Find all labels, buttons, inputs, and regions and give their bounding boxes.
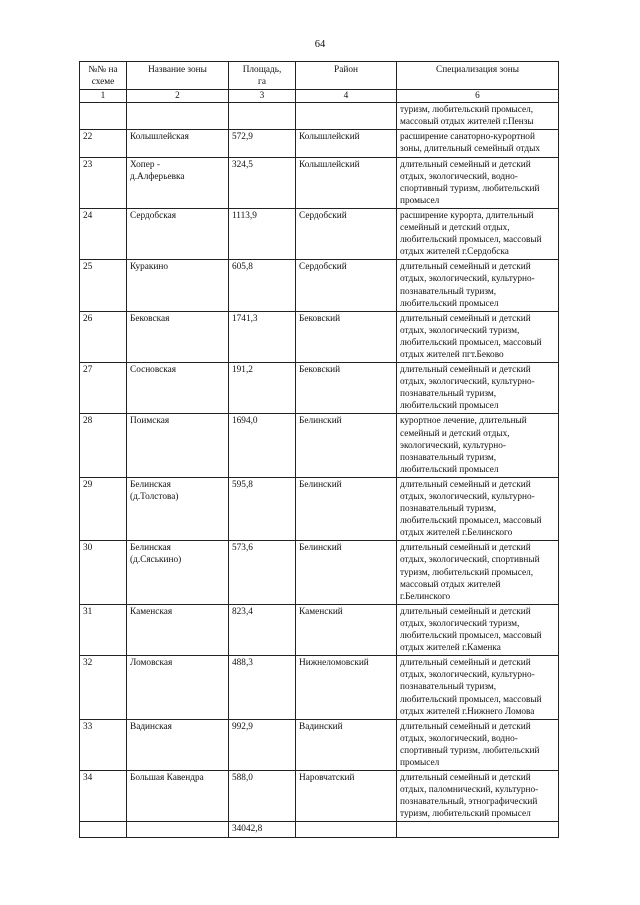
table-row xyxy=(80,604,559,655)
cell-zone-name xyxy=(127,363,229,414)
cell-area: 1694,0 xyxy=(229,414,296,477)
cell-scheme-number: 31 xyxy=(80,604,127,655)
cell-scheme-number: 22 xyxy=(80,130,127,157)
cell-district: Каменский xyxy=(296,604,397,655)
cell-line: массовый отдых жителей г.Пензы xyxy=(400,117,534,128)
cell-area: 1113,9 xyxy=(229,208,296,259)
cell-specialization xyxy=(397,477,559,540)
cell-zone-name xyxy=(127,719,229,770)
cell-scheme-number: 29 xyxy=(80,477,127,540)
cell-line: Бековская xyxy=(130,313,170,324)
total-row xyxy=(80,822,559,837)
cell-district: Сердобский xyxy=(296,208,397,259)
cell-line: отдых, экологический туризм, xyxy=(400,618,520,629)
header-text: га xyxy=(258,77,266,88)
cell-line: любительский промысел, массовый xyxy=(400,337,542,348)
header-zone-name xyxy=(127,62,229,90)
cell-line: г.Белинского xyxy=(400,591,451,602)
cell-line: длительный семейный и детский xyxy=(400,773,531,784)
cell-line: отдых, экологический, культурно- xyxy=(400,377,535,388)
cell-specialization xyxy=(397,541,559,604)
cell-area: 588,0 xyxy=(229,771,296,822)
cell-zone-name xyxy=(127,103,229,130)
cell-line: отдых жителей пгт.Беково xyxy=(400,349,504,360)
cell-line: туризм, любительский промысел, xyxy=(400,105,534,116)
cell-line: познавательный туризм, xyxy=(400,389,497,400)
table-row xyxy=(80,719,559,770)
cell-line: любительский промысел, массовый xyxy=(400,694,542,705)
table-row xyxy=(80,130,559,157)
cell-area: 1741,3 xyxy=(229,311,296,362)
cell-line: познавательный туризм, xyxy=(400,286,497,297)
cell-line: длительный семейный и детский xyxy=(400,606,531,617)
cell-zone-name xyxy=(127,541,229,604)
table-row xyxy=(80,771,559,822)
table-header xyxy=(80,62,559,103)
cell-district: Колышлейский xyxy=(296,157,397,208)
table-row xyxy=(80,363,559,414)
cell-line: длительный семейный и детский xyxy=(400,365,531,376)
cell-line: экологический, культурно- xyxy=(400,440,507,451)
column-number-zone-name: 2 xyxy=(127,90,229,103)
cell-line: Куракино xyxy=(130,262,169,273)
cell-scheme-number: 34 xyxy=(80,771,127,822)
cell-line: Колышлейская xyxy=(130,132,189,143)
empty-cell xyxy=(80,822,127,837)
cell-line: отдых, экологический, водно- xyxy=(400,733,518,744)
table-body xyxy=(80,103,559,837)
cell-specialization xyxy=(397,363,559,414)
cell-district: Белинский xyxy=(296,477,397,540)
cell-zone-name xyxy=(127,260,229,311)
cell-district: Сердобский xyxy=(296,260,397,311)
cell-scheme-number: 25 xyxy=(80,260,127,311)
cell-line: длительный семейный и детский xyxy=(400,543,531,554)
cell-line: любительский промысел, массовый xyxy=(400,631,542,642)
empty-cell xyxy=(127,822,229,837)
cell-specialization xyxy=(397,719,559,770)
cell-line: отдых, экологический, водно- xyxy=(400,171,518,182)
cell-line: отдых, экологический, культурно- xyxy=(400,274,535,285)
cell-district: Наровчатский xyxy=(296,771,397,822)
header-text: Специализация зоны xyxy=(436,65,519,75)
cell-area: 488,3 xyxy=(229,656,296,719)
cell-specialization xyxy=(397,604,559,655)
cell-district: Вадинский xyxy=(296,719,397,770)
header-text: схеме xyxy=(91,77,115,88)
cell-specialization xyxy=(397,130,559,157)
cell-district: Белинский xyxy=(296,414,397,477)
cell-line: любительский промысел xyxy=(400,401,499,412)
cell-zone-name xyxy=(127,604,229,655)
cell-line: промысел xyxy=(400,195,440,206)
cell-line: познавательный, этнографический xyxy=(400,797,538,808)
header-text: Площадь, xyxy=(242,65,282,75)
cell-line: длительный семейный и детский xyxy=(400,262,531,273)
cell-line: спортивный туризм, любительский xyxy=(400,183,540,194)
cell-line: Вадинская xyxy=(130,721,172,732)
cell-line: отдых жителей г.Нижнего Ломова xyxy=(400,706,535,717)
cell-line: длительный семейный и детский xyxy=(400,721,531,732)
header-row xyxy=(80,62,559,90)
cell-line: длительный семейный и детский xyxy=(400,159,531,170)
cell-line: (д.Толстова) xyxy=(130,492,179,502)
recreation-zones-table xyxy=(79,61,559,838)
cell-line: Большая Кавендра xyxy=(130,773,204,784)
cell-line: любительский промысел, массовый xyxy=(400,516,542,527)
cell-line: массовый отдых жителей xyxy=(400,579,501,590)
cell-line: познавательный туризм, xyxy=(400,452,497,463)
cell-district: Бековский xyxy=(296,311,397,362)
cell-zone-name xyxy=(127,414,229,477)
table-row xyxy=(80,414,559,477)
cell-district: Колышлейский xyxy=(296,130,397,157)
header-text: №№ на xyxy=(88,65,118,75)
cell-line: Ломовская xyxy=(130,658,173,669)
cell-area xyxy=(229,103,296,130)
cell-line: любительский промысел, массовый xyxy=(400,235,542,246)
cell-specialization xyxy=(397,103,559,130)
header-scheme-number xyxy=(80,62,127,90)
cell-line: длительный семейный и детский xyxy=(400,658,531,669)
cell-scheme-number: 24 xyxy=(80,208,127,259)
cell-district: Белинский xyxy=(296,541,397,604)
cell-line: д.Алферьевка xyxy=(130,171,185,182)
cell-district: Бековский xyxy=(296,363,397,414)
cell-line: туризм, любительский промысел, xyxy=(400,567,534,578)
cell-area: 992,9 xyxy=(229,719,296,770)
cell-line: познавательный туризм, xyxy=(400,504,497,515)
cell-line: спортивный туризм, любительский xyxy=(400,745,540,756)
cell-line: туризм, любительский промысел xyxy=(400,809,531,820)
cell-specialization xyxy=(397,771,559,822)
column-number-specialization: 6 xyxy=(397,90,559,103)
cell-line: длительный семейный и детский xyxy=(400,313,531,324)
table-row xyxy=(80,656,559,719)
header-specialization xyxy=(397,62,559,90)
cell-specialization xyxy=(397,260,559,311)
cell-line: отдых, экологический, спортивный xyxy=(400,555,540,566)
cell-line: Сердобская xyxy=(130,210,176,221)
cell-district xyxy=(296,103,397,130)
cell-line: Каменская xyxy=(130,606,173,617)
page-number: 64 xyxy=(314,39,326,50)
cell-line: Белинская xyxy=(130,543,171,554)
empty-cell xyxy=(397,822,559,837)
header-district xyxy=(296,62,397,90)
cell-area: 191,2 xyxy=(229,363,296,414)
cell-area: 572,9 xyxy=(229,130,296,157)
cell-line: длительный семейный и детский xyxy=(400,479,531,490)
cell-line: любительский промысел xyxy=(400,464,499,475)
header-area xyxy=(229,62,296,90)
cell-line: расширение санаторно-курортной xyxy=(400,132,535,143)
cell-zone-name xyxy=(127,311,229,362)
cell-area: 823,4 xyxy=(229,604,296,655)
table-row xyxy=(80,103,559,130)
cell-zone-name xyxy=(127,656,229,719)
table-row xyxy=(80,260,559,311)
cell-scheme-number: 26 xyxy=(80,311,127,362)
cell-line: зоны, длительный семейный отдых xyxy=(400,144,541,155)
cell-scheme-number xyxy=(80,103,127,130)
cell-line: отдых, экологический, культурно- xyxy=(400,492,535,502)
cell-line: познавательный туризм, xyxy=(400,682,497,693)
empty-cell xyxy=(296,822,397,837)
cell-line: Белинская xyxy=(130,479,171,490)
total-area: 34042,8 xyxy=(229,822,296,837)
cell-line: Сосновская xyxy=(130,365,177,376)
cell-line: любительский промысел xyxy=(400,298,499,309)
cell-line: отдых жителей г.Каменка xyxy=(400,643,501,654)
cell-scheme-number: 27 xyxy=(80,363,127,414)
cell-area: 605,8 xyxy=(229,260,296,311)
cell-line: семейный и детский отдых, xyxy=(400,223,510,234)
cell-specialization xyxy=(397,414,559,477)
cell-scheme-number: 23 xyxy=(80,157,127,208)
cell-zone-name xyxy=(127,771,229,822)
column-number-scheme-number: 1 xyxy=(80,90,127,103)
table-row xyxy=(80,541,559,604)
cell-specialization xyxy=(397,157,559,208)
table-row xyxy=(80,477,559,540)
cell-scheme-number: 32 xyxy=(80,656,127,719)
column-number-district: 4 xyxy=(296,90,397,103)
cell-scheme-number: 28 xyxy=(80,414,127,477)
cell-line: курортное лечение, длительный xyxy=(400,416,527,427)
cell-area: 573,6 xyxy=(229,541,296,604)
header-text: Название зоны xyxy=(148,65,207,75)
cell-specialization xyxy=(397,656,559,719)
table-row xyxy=(80,208,559,259)
cell-zone-name xyxy=(127,157,229,208)
cell-line: отдых жителей г.Белинского xyxy=(400,528,513,539)
column-number-area: 3 xyxy=(229,90,296,103)
cell-line: отдых, паломнический, культурно- xyxy=(400,785,539,796)
cell-line: семейный и детский отдых, xyxy=(400,428,510,439)
cell-scheme-number: 30 xyxy=(80,541,127,604)
cell-zone-name xyxy=(127,130,229,157)
cell-specialization xyxy=(397,208,559,259)
cell-line: отдых, экологический туризм, xyxy=(400,325,520,336)
header-text: Район xyxy=(334,65,358,75)
cell-zone-name xyxy=(127,477,229,540)
cell-specialization xyxy=(397,311,559,362)
table-row xyxy=(80,157,559,208)
cell-line: Поимская xyxy=(130,416,170,427)
cell-line: Хопер - xyxy=(130,159,160,170)
cell-scheme-number: 33 xyxy=(80,719,127,770)
table-row xyxy=(80,311,559,362)
cell-line: отдых жителей г.Сердобска xyxy=(400,247,509,258)
cell-area: 595,8 xyxy=(229,477,296,540)
cell-area: 324,5 xyxy=(229,157,296,208)
cell-zone-name xyxy=(127,208,229,259)
cell-district: Нижнеломовский xyxy=(296,656,397,719)
cell-line: расширение курорта, длительный xyxy=(400,210,534,221)
cell-line: отдых, экологический, культурно- xyxy=(400,670,535,681)
cell-line: промысел xyxy=(400,757,440,768)
cell-line: (д.Сяськино) xyxy=(130,555,182,566)
column-number-row xyxy=(80,90,559,103)
